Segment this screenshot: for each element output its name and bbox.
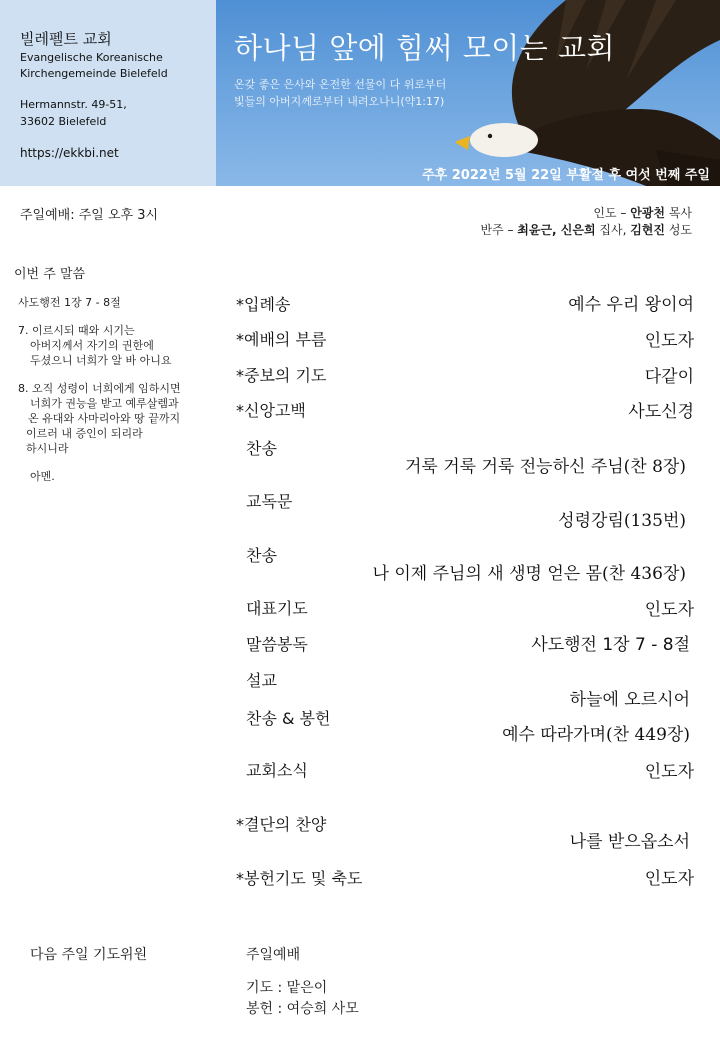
church-german-name [20,50,168,82]
order-item: *중보의 기도 [236,366,327,385]
accompany-name-2: 김현진 [630,223,665,237]
leader-label: 인도 – [593,206,631,220]
accompany-line [480,222,692,239]
accompany-names: 최윤근, 신은희 [517,223,596,237]
order-value: 다같이 [644,367,694,387]
next-week-prayer-label: 다음 주일 기도위원 [30,947,148,963]
order-item: 교독문 [246,492,293,511]
order-item: 찬송 [246,546,277,565]
verse-8 [18,381,213,456]
leader-name: 안광천 [630,206,665,220]
scripture-reference: 사도행전 1장 7 - 8절 [18,296,121,309]
verse-8-line-5: 하시니라 [26,442,69,455]
verse-7 [18,323,213,368]
order-value: 하늘에 오르시어 [569,690,690,710]
order-value: 사도행전 1장 7 - 8절 [531,635,690,655]
leader-title: 목사 [665,206,692,220]
verse-8-line-3: 온 유대와 사마리아와 땅 끝까지 [28,412,181,425]
week-scripture-label: 이번 주 말씀 [14,267,86,282]
verse-8-line-4: 이르러 내 증인이 되리라 [26,427,143,440]
order-item: 말씀봉독 [246,635,308,654]
accompany-title: 집사, [595,223,631,237]
address-line-1: Hermannstr. 49-51, [20,98,127,111]
footer-offering: 봉헌 : 여승희 사모 [246,1001,359,1017]
accompany-title-2: 성도 [665,223,692,237]
order-value: 사도신경 [628,402,694,422]
order-value: 인도자 [644,600,694,620]
church-info-panel [0,0,216,186]
verse-8-line-2: 너희가 권능을 받고 예루살렘과 [30,397,179,410]
verse-7-line-2: 아버지께서 자기의 권한에 [30,339,154,352]
order-value: 성령강림(135번) [558,511,686,531]
church-german-line-2: Kirchengemeinde Bielefeld [20,67,168,80]
church-url: https://ekkbi.net [20,146,119,160]
verse-7-line-3: 두셨으니 너희가 알 바 아니요 [30,354,172,367]
church-address [20,96,127,130]
verse-7-line-1: 7. 이르시되 때와 시기는 [18,324,135,337]
order-value: 예수 우리 왕이여 [568,295,694,315]
verse-line-1: 온갖 좋은 은사와 온전한 선물이 다 위로부터 [234,78,447,91]
order-item: *결단의 찬양 [236,815,327,834]
order-item: 교회소식 [246,761,308,780]
footer-service-label: 주일예배 [246,947,301,963]
order-item: *신앙고백 [236,401,306,420]
amen: 아멘. [30,470,55,483]
order-item: 대표기도 [246,599,308,618]
church-german-line-1: Evangelische Koreanische [20,51,163,64]
order-value: 예수 따라가며(찬 449장) [502,725,690,745]
church-name: 빌레펠트 교회 [20,30,112,48]
order-value: 나를 받으옵소서 [569,832,690,852]
service-time: 주일예배: 주일 오후 3시 [20,208,159,223]
order-value: 인도자 [644,869,694,889]
address-line-2: 33602 Bielefeld [20,115,107,128]
order-item: *입례송 [236,295,291,314]
order-value: 거룩 거룩 거룩 전능하신 주님(찬 8장) [404,457,686,477]
banner-verse [234,76,446,110]
accompany-label: 반주 – [480,223,518,237]
order-value: 인도자 [644,331,694,351]
service-date: 주후 2022년 5월 22일 부활절 후 여섯 번째 주일 [422,168,710,183]
leader-line [480,205,692,222]
order-item: *봉헌기도 및 축도 [236,869,363,888]
verse-8-line-1: 8. 오직 성령이 너희에게 임하시면 [18,382,181,395]
order-item: 찬송 [246,439,277,458]
footer-prayer: 기도 : 맡은이 [246,980,328,996]
service-leaders [480,205,692,239]
order-value: 인도자 [644,762,694,782]
order-item: 설교 [246,671,277,690]
header-banner [216,0,720,186]
order-item: 찬송 & 봉헌 [246,709,331,728]
order-value: 나 이제 주님의 새 생명 얻은 몸(찬 436장) [372,564,686,584]
banner-title: 하나님 앞에 힘써 모이는 교회 [234,31,616,65]
verse-line-2: 빛들의 아버지께로부터 내려오나니(약1:17) [234,95,445,108]
order-item: *예배의 부름 [236,330,327,349]
